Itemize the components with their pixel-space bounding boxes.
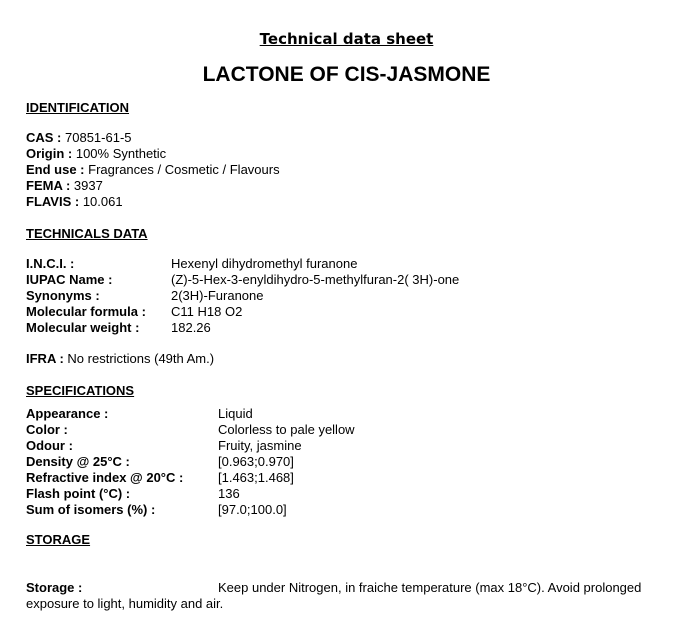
spec-label: Appearance : — [26, 406, 109, 421]
tech-label: Synonyms : — [26, 288, 100, 303]
cas-row — [26, 130, 132, 146]
document-title: Technical data sheet — [259, 30, 434, 48]
spec-label: Refractive index @ 20°C : — [26, 470, 184, 485]
spec-label: Density @ 25°C : — [26, 454, 130, 469]
ifra-row — [26, 351, 214, 367]
product-name: LACTONE OF CIS-JASMONE — [202, 63, 491, 86]
spec-label: Color : — [26, 422, 68, 437]
spec-value: 136 — [218, 486, 240, 501]
tech-value: (Z)-5-Hex-3-enyldihydro-5-methylfuran-2( 3H)-one — [171, 272, 460, 287]
tech-label: Molecular formula : — [26, 304, 146, 319]
cas-label: CAS : — [26, 130, 62, 145]
flavis-value: 10.061 — [82, 194, 123, 209]
spec-label: Sum of isomers (%) : — [26, 502, 156, 517]
specifications-heading: SPECIFICATIONS — [26, 383, 135, 398]
tech-label: I.N.C.I. : — [26, 256, 75, 271]
ifra-label: IFRA : — [26, 351, 64, 366]
origin-value: 100% Synthetic — [75, 146, 167, 161]
spec-value: [97.0;100.0] — [218, 502, 287, 517]
storage-label: Storage : — [26, 580, 83, 595]
end-use-value: Fragrances / Cosmetic / Flavours — [88, 162, 280, 177]
storage-value: Keep under Nitrogen, in fraiche temperature (max 18°C). Avoid prolonged exposure to light, humidity and air. — [26, 580, 642, 611]
spec-label: Flash point (°C) : — [26, 486, 131, 501]
spec-value: [0.963;0.970] — [218, 454, 294, 469]
identification-heading: IDENTIFICATION — [26, 100, 130, 115]
spec-value: Fruity, jasmine — [218, 438, 302, 453]
tech-value: C11 H18 O2 — [171, 304, 243, 319]
end-use-label: End use : — [26, 162, 85, 177]
storage-heading: STORAGE — [26, 532, 91, 547]
tech-value: Hexenyl dihydromethyl furanone — [171, 256, 358, 271]
spec-value: Colorless to pale yellow — [218, 422, 355, 437]
flavis-label: FLAVIS : — [26, 194, 80, 209]
origin-row — [26, 146, 166, 162]
spec-label: Odour : — [26, 438, 73, 453]
tech-value: 2(3H)-Furanone — [171, 288, 264, 303]
origin-label: Origin : — [26, 146, 73, 161]
tech-label: Molecular weight : — [26, 320, 140, 335]
fema-label: FEMA : — [26, 178, 71, 193]
tech-value: 182.26 — [171, 320, 211, 335]
flavis-row — [26, 194, 123, 210]
technicals-heading: TECHNICALS DATA — [26, 226, 148, 241]
tech-label: IUPAC Name : — [26, 272, 113, 287]
storage-row — [26, 580, 676, 612]
spec-value: [1.463;1.468] — [218, 470, 294, 485]
cas-value: 70851-61-5 — [65, 130, 132, 145]
spec-value: Liquid — [218, 406, 253, 421]
fema-value: 3937 — [73, 178, 103, 193]
end-use-row — [26, 162, 280, 178]
ifra-value: No restrictions (49th Am.) — [67, 351, 215, 366]
fema-row — [26, 178, 103, 194]
